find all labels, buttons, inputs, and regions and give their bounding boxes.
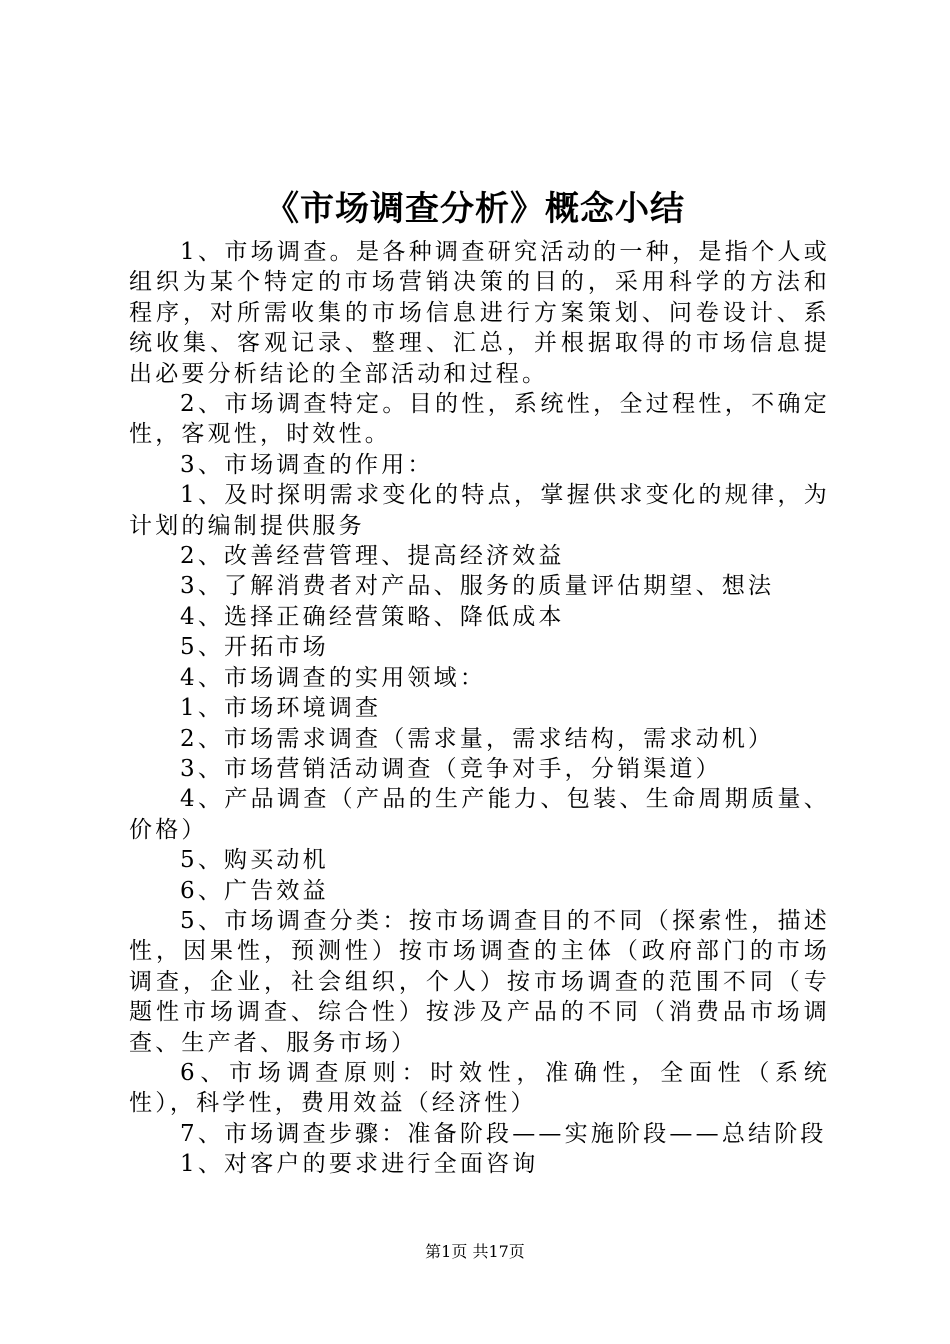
body-paragraph: 3、市场营销活动调查（竞争对手，分销渠道） bbox=[180, 755, 722, 782]
body-paragraph: 3、市场调查的作用： bbox=[180, 451, 434, 478]
body-paragraph: 1、市场调查。是各种调查研究活动的一种，是指个人或组织为某个特定的市场营销决策的目的，采用科学的方法和程序，对所需收集的市场信息进行方案策划、问卷设计、系统收集、客观记录、整理、汇总，并根据取得的市场信息提出必要分析结论的全部活动和过程。 bbox=[129, 239, 830, 387]
body-paragraph: 5、市场调查分类：按市场调查目的不同（探索性，描述性，因果性，预测性）按市场调查的主体（政府部门的市场调查，企业，社会组织，个人）按市场调查的范围不同（专题性市场调查、综合性）按涉及产品的不同（消费品市场调查、生产者、服务市场） bbox=[129, 907, 830, 1056]
body-paragraph: 4、市场调查的实用领域： bbox=[180, 664, 487, 691]
body-paragraph: 4、选择正确经营策略、降低成本 bbox=[180, 603, 565, 630]
body-paragraph: 1、对客户的要求进行全面咨询 bbox=[180, 1151, 539, 1178]
body-paragraph: 2、市场调查特定。目的性，系统性，全过程性，不确定性，客观性，时效性。 bbox=[129, 391, 830, 448]
body-paragraph: 1、及时探明需求变化的特点，掌握供求变化的规律，为计划的编制提供服务 bbox=[129, 482, 830, 539]
body-paragraph: 6、广告效益 bbox=[180, 877, 329, 904]
body-paragraph: 7、市场调查步骤：准备阶段——实施阶段——总结阶段 bbox=[180, 1120, 827, 1147]
body-paragraph: 2、市场需求调查（需求量，需求结构，需求动机） bbox=[180, 725, 775, 752]
document-body bbox=[129, 237, 830, 1180]
body-paragraph: 5、开拓市场 bbox=[180, 634, 329, 661]
body-paragraph: 4、产品调查（产品的生产能力、包装、生命周期质量、价格） bbox=[129, 786, 830, 843]
body-paragraph: 6、市场调查原则：时效性，准确性，全面性（系统性），科学性，费用效益（经济性） bbox=[129, 1059, 830, 1117]
body-paragraph: 2、改善经营管理、提高经济效益 bbox=[180, 543, 565, 570]
document-title: 《市场调查分析》概念小结 bbox=[265, 189, 685, 229]
body-paragraph: 3、了解消费者对产品、服务的质量评估期望、想法 bbox=[180, 573, 775, 600]
page-footer: 第1页 共17页 bbox=[425, 1242, 525, 1261]
body-paragraph: 5、购买动机 bbox=[180, 847, 329, 874]
body-paragraph: 1、市场环境调查 bbox=[180, 695, 382, 722]
